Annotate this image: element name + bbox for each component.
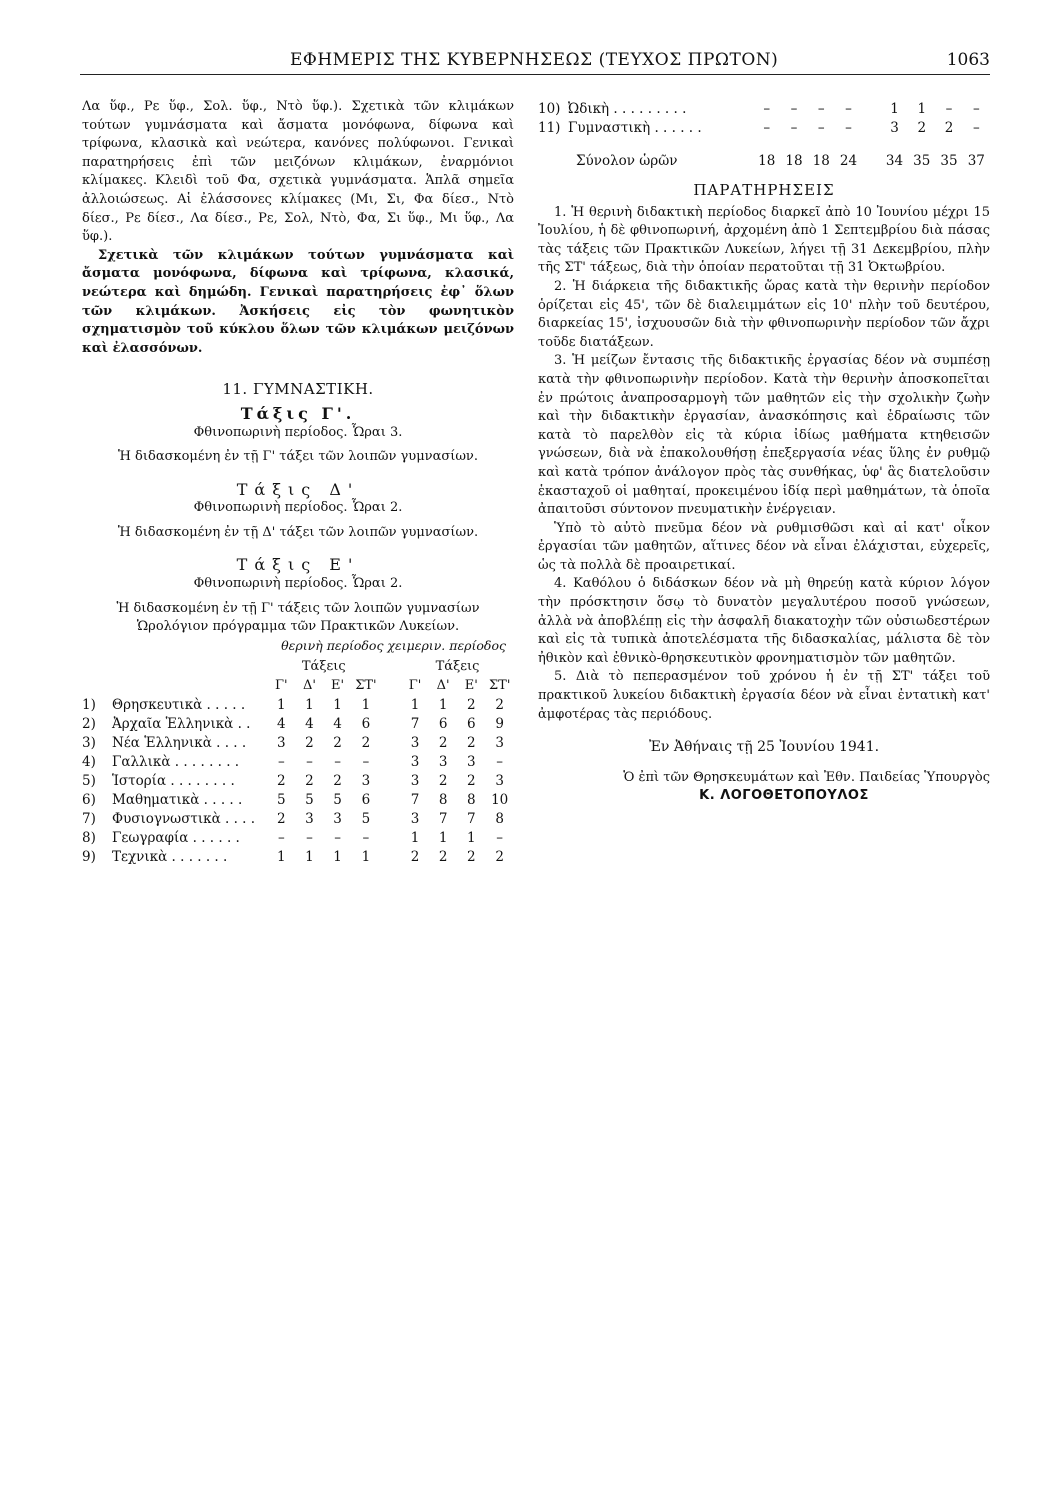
class-g-text: Ἡ διδασκομένη ἐν τῇ Γ' τάξει τῶν λοιπῶν γυμνασίων. [118, 449, 478, 465]
table-row [82, 847, 514, 866]
summer-hours-cell: 2 [305, 734, 314, 751]
winter-hours-cell: 3 [438, 753, 448, 770]
summer-hours-cell: – [845, 101, 852, 118]
summer-hours-cell: 4 [305, 715, 314, 732]
summer-hours-cell: – [763, 120, 771, 137]
total-cell: 35 [913, 153, 931, 170]
header-rule [80, 74, 990, 75]
subject-name: Τεχνικὰ . . . . . . . [112, 848, 228, 865]
music-paragraph-2: Σχετικὰ τῶν κλιμάκων τούτων γυμνάσματα καὶ ἄσματα μονόφωνα, δίφωνα καὶ τρίφωνα, κλασικά, νεώτερα καὶ δημώδη. Γενικαὶ παρατηρήσεις ἐφ᾽ ὅλων τῶν κλιμάκων. Ἀσκήσεις εἰς τὸν φωνητικὸν σχηματισμὸν τοῦ κύκλου ὅλων τῶν κλιμάκων μειζόνων καὶ ἐλασσόνων. [82, 247, 514, 356]
summer-hours-cell: – [334, 753, 341, 770]
row-number: 8) [82, 829, 96, 846]
class-g-heading: Τάξις Γ'. [240, 403, 356, 423]
winter-hours-cell: 1 [438, 696, 448, 713]
grade-label: ΣΤ' [355, 677, 377, 693]
table-row [82, 828, 514, 847]
total-cell: 34 [885, 153, 904, 170]
winter-hours-cell: 2 [410, 848, 420, 865]
grade-label: Δ' [436, 677, 450, 693]
group-label-winter: Τάξεις [435, 658, 480, 674]
summer-hours-cell: – [334, 829, 341, 846]
class-d-period: Φθινοπωρινὴ περίοδος. Ὧραι 2. [193, 500, 403, 516]
winter-hours-cell: 7 [410, 715, 420, 732]
summer-hours-cell: 3 [333, 810, 342, 827]
class-g-period: Φθινοπωρινὴ περίοδος. Ὧραι 3. [193, 424, 403, 440]
row-number: 10) [538, 101, 561, 118]
grade-label: Ε' [464, 677, 478, 693]
winter-hours-cell: 3 [410, 810, 420, 827]
summer-hours-cell: – [362, 829, 370, 846]
table-row [82, 733, 514, 752]
period-labels: θερινὴ περίοδος χειμεριν. περίοδος [281, 637, 506, 653]
table-group-header [82, 657, 514, 676]
winter-hours-cell: 2 [466, 848, 476, 865]
schedule-table [82, 657, 514, 866]
winter-hours-cell: 3 [495, 772, 504, 789]
summer-hours-cell: 1 [333, 696, 342, 713]
winter-hours-cell: 7 [466, 810, 476, 827]
row-number: 1) [82, 696, 96, 713]
table-row [82, 809, 514, 828]
winter-hours-cell: 3 [410, 734, 420, 751]
summer-hours-cell: 1 [305, 696, 314, 713]
class-d-text: Ἡ διδασκομένη ἐν τῇ Δ' τάξει τῶν λοιπῶν γυμνασίων. [117, 524, 479, 540]
winter-hours-cell: 2 [466, 696, 476, 713]
grade-label: ΣΤ' [488, 677, 511, 693]
total-row [538, 138, 990, 171]
winter-hours-cell: 2 [917, 120, 927, 137]
summer-hours-cell: – [362, 753, 370, 770]
subject-name: Θρησκευτικὰ . . . . . [112, 696, 246, 713]
subject-name: Μαθηματικὰ . . . . . [112, 791, 243, 808]
subject-cell [82, 695, 267, 714]
row-number: 5) [82, 772, 96, 789]
summer-hours-cell: – [277, 753, 285, 770]
schedule-title: Ὡρολόγιον πρόγραμμα τῶν Πρακτικῶν Λυκείων. [136, 619, 460, 635]
winter-hours-cell: 1 [438, 829, 448, 846]
subject-cell [538, 119, 753, 138]
total-cell: 37 [967, 153, 985, 170]
summer-hours-cell: 1 [333, 848, 342, 865]
remark-2: 2. Ἡ διάρκεια τῆς διδακτικῆς ὥρας κατὰ τὴν θερινὴν περίοδον ὁρίζεται εἰς 45', τῶν δὲ διαλειμμάτων εἰς 10' πλὴν τοῦ δευτέρου, διαρκείας 15', ἰσχυουσῶν διὰ τὴν φθινοπωρινὴν περίοδον τῶν ἄχρι τοῦδε διατάξεων. [538, 278, 990, 350]
summer-hours-cell: 4 [333, 715, 342, 732]
winter-hours-cell: 2 [438, 848, 448, 865]
summer-hours-cell: 6 [361, 715, 371, 732]
summer-hours-cell: – [790, 120, 798, 137]
summer-hours-cell: 5 [277, 791, 286, 808]
winter-hours-cell: 2 [466, 734, 476, 751]
total-label: Σύνολον ὡρῶν [576, 153, 678, 170]
total-cell: 35 [940, 153, 958, 170]
winter-hours-cell: 2 [466, 772, 476, 789]
remark-5: 5. Διὰ τὸ πεπερασμένον τοῦ χρόνου ἡ ἐν τῇ ΣΤ' τάξει τοῦ πρακτικοῦ λυκείου διδακτικὴ ἐργασία δέον νὰ εἶναι ἐντατικὴ κατ' ἀμφοτέρας τὰς περιόδους. [538, 669, 990, 722]
winter-hours-cell: 1 [466, 829, 476, 846]
winter-hours-cell: 7 [438, 810, 448, 827]
class-e-period: Φθινοπωρινὴ περίοδος. Ὧραι 2. [193, 576, 403, 592]
grade-label: Ε' [331, 677, 345, 693]
table-row [538, 119, 990, 138]
summer-hours-cell: – [845, 120, 852, 137]
schedule-table-continued [538, 100, 990, 171]
subject-cell [82, 714, 267, 733]
subject-name: Νέα Ἑλληνικὰ . . . . [112, 734, 247, 751]
grade-label: Δ' [302, 677, 316, 693]
table-grade-header [82, 676, 514, 695]
table-row [82, 752, 514, 771]
winter-hours-cell: – [972, 120, 980, 137]
remark-3: 3. Ἡ μείζων ἔντασις τῆς διδακτικῆς ἐργασίας δέον νὰ συμπέσῃ κατὰ τὴν φθινοπωρινὴν περίοδον. Κατὰ τὴν θερινὴν ἀποσκοπεῖται ἐν πρώτοις ἀναπροσαρμογὴ τῶν μαθητῶν εἰς τὴν σχολικὴν ζωὴν καὶ τὴν διδακτικὴν ἐργασίαν, ἀνασκόπησις καὶ ἑδραίωσις τῶν κατὰ τὸ παρελθὸν εἰς τὰ κύρια ἰδίως μαθήματα κτηθεισῶν γνώσεων, διὰ νὰ ἐπακολουθήσῃ ἐπεξεργασία νέας ὕλης ἐν ρυθμῷ καὶ κατὰ τρόπον ἀνάλογον πρὸς τὰς συνθήκας, ὑφ' ἃς διατελοῦσιν ἑκασταχοῦ οἱ μαθηταί, προκειμένου ἰδίᾳ περὶ μαθημάτων, τὰ ὁποῖα ἀπαιτοῦσι σύντονον πνευματικὴν ἐνέργειαν. [538, 353, 990, 518]
row-number: 4) [82, 753, 96, 770]
subject-cell [82, 809, 267, 828]
winter-hours-cell: 2 [495, 848, 504, 865]
table-row [538, 100, 990, 119]
signer-name: Κ. ΛΟΓΟΘΕΤΟΠΟΥΛΟΣ [699, 788, 869, 804]
winter-hours-cell: – [496, 829, 504, 846]
row-number: 7) [82, 810, 96, 827]
subject-name: Ἀρχαῖα Ἑλληνικὰ . . [112, 715, 251, 732]
summer-hours-cell: 6 [361, 791, 371, 808]
subject-cell [82, 733, 267, 752]
winter-hours-cell: 1 [410, 696, 420, 713]
winter-hours-cell: 3 [495, 734, 504, 751]
subject-cell [538, 100, 753, 119]
total-cell: 18 [785, 153, 803, 170]
winter-hours-cell: 8 [495, 810, 504, 827]
summer-hours-cell: 3 [277, 734, 286, 751]
winter-hours-cell: 8 [438, 791, 448, 808]
summer-hours-cell: 3 [305, 810, 314, 827]
winter-hours-cell: 9 [495, 715, 504, 732]
row-number: 9) [82, 848, 96, 865]
table-row [82, 714, 514, 733]
summer-hours-cell: 4 [277, 715, 286, 732]
class-d-heading: Τάξις Δ' [236, 479, 360, 499]
summer-hours-cell: – [790, 101, 798, 118]
row-number: 3) [82, 734, 96, 751]
row-number: 6) [82, 791, 96, 808]
subject-name: Φυσιογνωστικὰ . . . . [112, 810, 256, 827]
summer-hours-cell: – [817, 120, 825, 137]
signer-role: Ὁ ἐπὶ τῶν Θρησκευμάτων καὶ Ἐθν. Παιδείας Ὑπουργὸς [623, 769, 990, 785]
summer-hours-cell: 1 [361, 848, 371, 865]
remark-3-continued: Ὑπὸ τὸ αὐτὸ πνεῦμα δέον νὰ ρυθμισθῶσι καὶ αἱ κατ' οἶκον ἐργασίαι τῶν μαθητῶν, αἵτινες δέον νὰ εἶναι ἐλάχισται, εὐχερεῖς, ὡς τὰ πολλὰ δὲ προαιρετικαί. [538, 520, 990, 573]
total-cell: 18 [812, 153, 830, 170]
winter-hours-cell: 1 [890, 101, 899, 118]
page-number: 1063 [946, 50, 990, 70]
gazette-title: ΕΦΗΜΕΡΙΣ ΤΗΣ ΚΥΒΕΡΝΗΣΕΩΣ (ΤΕΥΧΟΣ ΠΡΩΤΟΝ) [290, 50, 779, 70]
remarks-title: ΠΑΡΑΤΗΡΗΣΕΙΣ [693, 181, 835, 199]
summer-hours-cell: 5 [333, 791, 342, 808]
summer-hours-cell: – [306, 753, 313, 770]
row-number: 11) [538, 120, 561, 137]
winter-hours-cell: 10 [491, 791, 509, 808]
subject-name: Ὠδικὴ . . . . . . . . . [568, 101, 687, 118]
winter-hours-cell: 2 [495, 696, 504, 713]
summer-hours-cell: 2 [333, 734, 342, 751]
subject-cell [82, 790, 267, 809]
summer-hours-cell: 3 [361, 772, 371, 789]
summer-hours-cell: 1 [305, 848, 314, 865]
winter-hours-cell: 3 [466, 753, 476, 770]
total-cell: 18 [758, 153, 776, 170]
summer-hours-cell: – [306, 829, 313, 846]
total-cell: 24 [839, 153, 858, 170]
winter-hours-cell: 1 [917, 101, 927, 118]
winter-hours-cell: 6 [466, 715, 476, 732]
subject-cell [82, 847, 267, 866]
subject-name: Γυμναστικὴ . . . . . . [568, 120, 702, 137]
summer-hours-cell: 1 [277, 696, 286, 713]
table-row [82, 771, 514, 790]
winter-hours-cell: 8 [466, 791, 476, 808]
summer-hours-cell: 2 [277, 810, 286, 827]
winter-hours-cell: 2 [438, 772, 448, 789]
summer-hours-cell: 5 [361, 810, 371, 827]
grade-label: Γ' [408, 677, 422, 693]
grade-label: Γ' [275, 677, 288, 693]
subject-cell [82, 771, 267, 790]
winter-hours-cell: 3 [890, 120, 899, 137]
left-column [82, 98, 514, 866]
signature-date: Ἐν Ἀθήναις τῇ 25 Ἰουνίου 1941. [648, 739, 880, 756]
winter-hours-cell: 2 [438, 734, 448, 751]
winter-hours-cell: – [945, 101, 953, 118]
winter-hours-cell: 1 [410, 829, 420, 846]
winter-hours-cell: 3 [410, 772, 420, 789]
section-title-gymnastics: 11. ΓΥΜΝΑΣΤΙΚΗ. [222, 380, 374, 399]
remark-4: 4. Καθόλου ὁ διδάσκων δέον νὰ μὴ θηρεύῃ κατὰ κύριον λόγον τὴν πρόσκτησιν ὅσῳ τὸ δυνατὸν μεγαλυτέρου ποσοῦ γνώσεων, ἀλλὰ νὰ ἀποβλέπῃ εἰς τὴν ἀσφαλῆ διακατοχὴν τῶν οὐσιωδεστέρων καὶ εἰς τὰ τυπικὰ ἀποτελέσματα τῆς διδασκαλίας, μάλιστα δὲ τὸν ἠθικὸν καὶ ἐθνικὸ-θρησκευτικὸν φρονηματισμὸν τῶν μαθητῶν. [538, 576, 990, 666]
winter-hours-cell: 7 [410, 791, 420, 808]
summer-hours-cell: 2 [361, 734, 371, 751]
summer-hours-cell: 1 [277, 848, 286, 865]
table-row [82, 790, 514, 809]
winter-hours-cell: 2 [944, 120, 954, 137]
summer-hours-cell: 2 [277, 772, 286, 789]
subject-cell [82, 752, 267, 771]
subject-name: Ἱστορία . . . . . . . . [112, 772, 235, 789]
summer-hours-cell: 2 [305, 772, 314, 789]
class-e-text: Ἡ διδασκομένη ἐν τῇ Γ' τάξεις τῶν λοιπῶν γυμνασίων [116, 600, 480, 616]
row-number: 2) [82, 715, 96, 732]
summer-hours-cell: – [763, 101, 771, 118]
winter-hours-cell: 3 [410, 753, 420, 770]
summer-hours-cell: 1 [361, 696, 371, 713]
summer-hours-cell: 2 [333, 772, 342, 789]
winter-hours-cell: – [972, 101, 980, 118]
subject-cell [82, 828, 267, 847]
music-paragraph-1: Λα ὕφ., Ρε ὕφ., Σολ. ὕφ., Ντὸ ὕφ.). Σχετικὰ τῶν κλιμάκων τούτων γυμνάσματα καὶ ἄσματα μονόφωνα, δίφωνα καὶ τρίφωνα, κλασικὰ καὶ νεώτερα, κανόνες πολύφωνοι. Γενικαὶ παρατηρήσεις ἐπὶ τῶν μειζόνων κλιμάκων, ἐναρμόνιοι κλίμακες. Κλειδὶ τοῦ Φα, σχετικὰ γυμνάσματα. Ἁπλᾶ σημεῖα ἀλλοιώσεως. Αἱ ἐλάσσονες κλίμακες (Μι, Σι, Φα δίεσ., Ντὸ δίεσ., Ρε δίεσ., Λα δίεσ., Ρε, Σολ, Ντὸ, Φα, Σι ὕφ., Μι ὕφ., Λα ὕφ.). [82, 99, 514, 245]
right-column [538, 98, 990, 806]
subject-name: Γεωγραφία . . . . . . [112, 829, 240, 846]
remark-1: 1. Ἡ θερινὴ διδακτικὴ περίοδος διαρκεῖ ἀπὸ 10 Ἰουνίου μέχρι 15 Ἰουλίου, ἡ δὲ φθινοπωρινή, ἀρχομένη ἀπὸ 1 Σεπτεμβρίου διὰ πάσας τὰς τάξεις τῶν Πρακτικῶν Λυκείων, λήγει τῇ 31 Δεκεμβρίου, πλὴν τῆς ΣΤ' τάξεως, διὰ τὴν ὁποίαν περατοῦται τῇ 31 Ὀκτωβρίου. [538, 204, 990, 276]
subject-name: Γαλλικὰ . . . . . . . . [112, 753, 240, 770]
summer-hours-cell: 5 [305, 791, 314, 808]
group-label-summer: Τάξεις [301, 658, 346, 674]
summer-hours-cell: – [277, 829, 285, 846]
class-e-heading: Τάξις Ε' [236, 555, 360, 575]
winter-hours-cell: 6 [438, 715, 448, 732]
winter-hours-cell: – [496, 753, 504, 770]
page-header [80, 46, 990, 72]
table-row [82, 695, 514, 714]
summer-hours-cell: – [817, 101, 825, 118]
